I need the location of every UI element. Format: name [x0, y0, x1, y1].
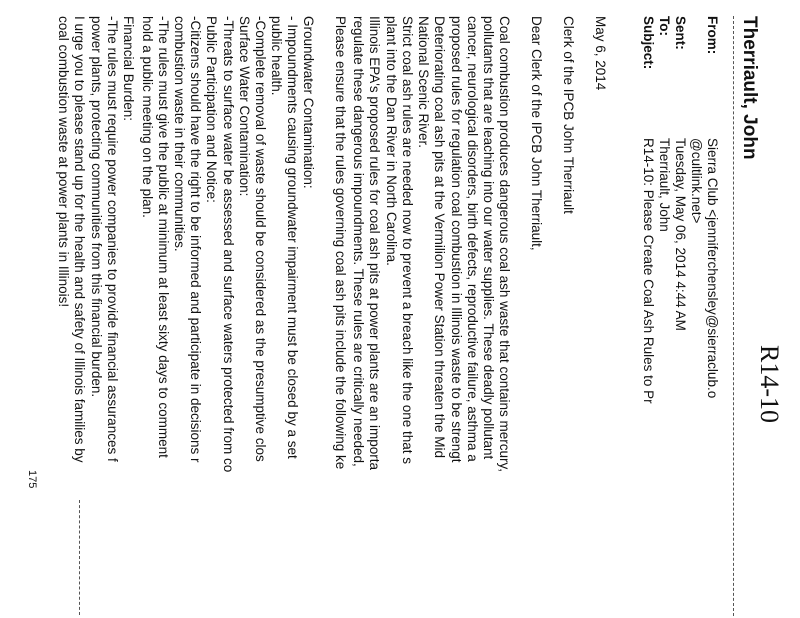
body-line: pollutants that are leaching into our water supplies. These deadly pollutant — [481, 16, 496, 460]
footer-rule — [79, 500, 80, 615]
body-line: cancer, neurological disorders, birth defects, reproductive failure, asthma a — [465, 16, 480, 462]
document-id: R14-10 — [755, 345, 784, 423]
body-line: Strict coal ash rules are needed now to prevent a breach like the one that s — [400, 16, 415, 465]
from-value: Sierra Club <jenniferchensley@sierraclub.o — [705, 138, 720, 399]
sent-value: Tuesday, May 06, 2014 4:44 AM — [673, 138, 688, 331]
body-line: -Threats to surface water be assessed and surface waters protected from co — [221, 16, 236, 473]
letter-date: May 6, 2014 — [593, 16, 608, 91]
body-line: -Citizens should have the right to be informed and participate in decisions r — [188, 16, 203, 463]
body-line: coal combustion waste at power plants in Illinois! — [56, 16, 71, 308]
body-line: -The rules must give the public at minimum at least sixty days to comment — [156, 16, 171, 458]
from-value-continued: @cultlink.net> — [689, 138, 704, 224]
recipient: Clerk of the IPCB John Therriault — [561, 16, 576, 214]
salutation: Dear Clerk of the IPCB John Therriault, — [529, 16, 544, 251]
body-line: Please ensure that the rules governing coal ash pits include the following ke — [333, 16, 348, 470]
body-line: -Complete removal of waste should be considered as the presumptive clos — [253, 16, 268, 462]
to-value: Therriault, John — [657, 138, 672, 232]
to-label: To: — [657, 16, 672, 36]
body-line: power plants, protecting communities from this financial burden. — [89, 16, 104, 398]
subject-label: Subject: — [641, 16, 656, 70]
body-line: I urge you to please stand up for the health and safety of Illinois families by — [72, 16, 87, 463]
body-line: Coal combustion produces dangerous coal ash waste that contains mercury, — [497, 16, 512, 472]
sent-label: Sent: — [673, 16, 688, 50]
body-line: proposed rules for regulation coal combustion in Illinois waste to be strengt — [449, 16, 464, 463]
body-line: National Scenic River. — [416, 16, 431, 149]
body-line: plant into the Dan River in North Carolina. — [384, 16, 399, 266]
subject-value: R14-10: Please Create Coal Ash Rules to Pr — [641, 138, 656, 404]
body-line: Public Participation and Notice: — [204, 16, 219, 203]
body-line: Groundwater Contamination: — [301, 16, 316, 189]
body-line: -The rules must require power companies to provide financial assurances f — [105, 16, 120, 462]
sender-name: Therriault, John — [739, 16, 760, 160]
body-line: combustion waste in their communities. — [172, 16, 187, 252]
body-line: Deteriorating coal ash pits at the Vermilion Power Station threaten the Mid — [432, 16, 447, 458]
page-number: 175 — [26, 470, 38, 489]
body-line: public health. — [269, 16, 284, 96]
body-line: Surface Water Contamination: — [237, 16, 252, 197]
body-line: regulate these dangerous impoundments. These rules are critically needed, — [351, 16, 366, 467]
from-label: From: — [705, 16, 720, 55]
header-divider — [733, 16, 734, 618]
body-line: hold a public meeting on the plan. — [140, 16, 155, 218]
body-line: - Impoundments causing groundwater impairment must be closed by a set — [285, 16, 300, 459]
body-line: Illinois EPA's proposed rules for coal ash pits at power plants are an importa — [367, 16, 382, 471]
body-line: Financial Burden: — [121, 16, 136, 122]
